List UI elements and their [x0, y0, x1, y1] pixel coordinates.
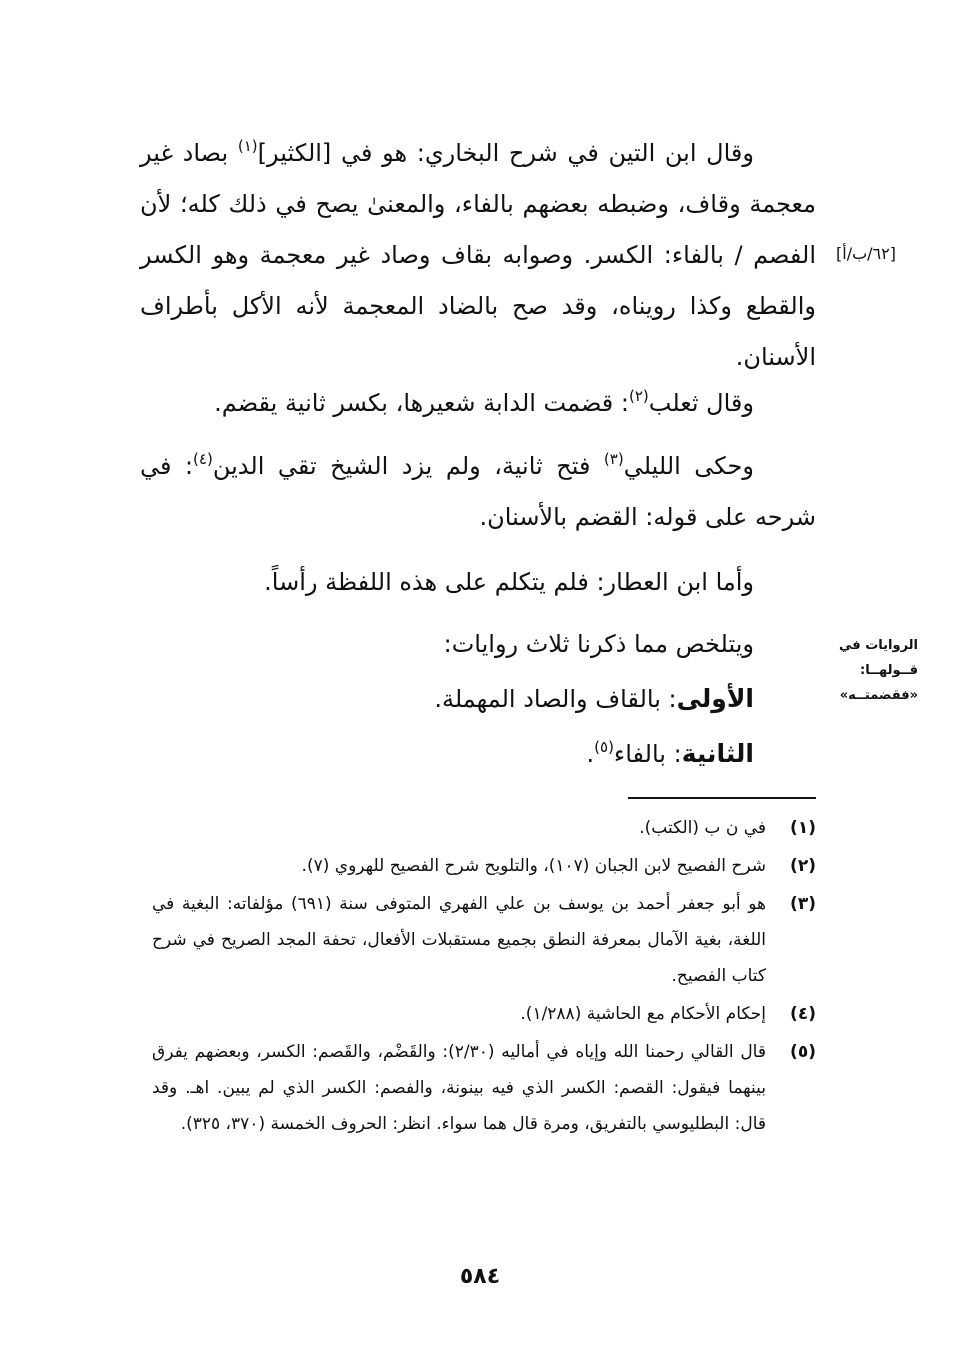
paragraph-text: فتح ثانية، ولم يزد الشيخ تقي الدين: [212, 452, 604, 480]
narration-first: [140, 673, 816, 725]
paragraph-text: : بالفاء: [613, 740, 682, 768]
footnote-number: (٢): [790, 856, 816, 876]
narration-term: الثانية: [681, 739, 754, 768]
footnote-number: (١): [790, 818, 816, 838]
paragraph-text: وقال ثعلب: [648, 389, 754, 417]
footnote-separator: [628, 797, 816, 799]
footnote-number: (٥): [790, 1042, 816, 1062]
margin-heading: [828, 633, 918, 708]
paragraph-ibn-al-attar: [140, 557, 816, 608]
narration-second: [140, 728, 816, 780]
footnote-text: قال القالي رحمنا الله وإياه في أماليه (٢/٣٠): والقَضْم، والقَصم: الكسر، وبعضهم يفرق بينهما فيقول: القصم: الكسر الذي فيه بينونة، والفصم: الكسر الذي لم يبين. اهـ. وقد قال: البطليوسي بالتفريق، ومرة قال هما سواء. انظر: الحروف الخمسة (٣٧٠، ٣٢٥).: [152, 1042, 766, 1134]
footnote-marker: (٢): [629, 387, 649, 405]
footnote-text: هو أبو جعفر أحمد بن يوسف بن علي الفهري المتوفى سنة (٦٩١) مؤلفاته: البغية في اللغة، بغية الآمال بمعرفة النطق بجميع مستقبلات الأفعال، تحفة المجد الصريح في شرح كتاب الفصيح.: [152, 894, 766, 986]
paragraph-text: بصاد غير معجمة وقاف، وضبطه بعضهم بالفاء، والمعنىٰ يصح في ذلك كله؛ لأن الفصم / بالفاء: الكسر. وصوابه بقاف وصاد غير معجمة وهو الكسر والقطع وكذا رويناه، وقد صح بالضاد المعجمة لأنه الأكل بأطراف الأسنان.: [140, 139, 816, 371]
paragraph-text: : بالقاف والصاد المهملة.: [434, 685, 677, 713]
paragraph-ibn-al-tin: [140, 128, 816, 383]
paragraph-text: وحكى الليلي: [623, 452, 754, 480]
paragraph-text: ويتلخص مما ذكرنا ثلاث روايات:: [443, 630, 754, 658]
margin-heading-line: «فقضمتــه»: [839, 688, 918, 703]
footnote: [152, 886, 816, 994]
footnote-number: (٤): [790, 1004, 816, 1024]
paragraph-thalab: [140, 378, 816, 429]
footnote: [152, 996, 816, 1032]
narration-term: الأولى: [676, 684, 754, 713]
footnote-marker: (٤): [193, 450, 213, 468]
footnote-number: (٣): [790, 894, 816, 914]
footnote-marker: (٣): [603, 450, 624, 468]
paragraph-text: وقال ابن التين في شرح البخاري: هو في [الكثير]: [257, 139, 754, 167]
paragraph-text: وأما ابن العطار: فلم يتكلم على هذه اللفظة رأساً.: [264, 568, 754, 596]
footnote-text: في ن ب (الكتب).: [639, 818, 766, 838]
footnotes: [152, 810, 816, 1142]
margin-heading-line: الروايات في: [839, 638, 918, 653]
paragraph-text: : في شرحه على قوله: القضم بالأسنان.: [140, 452, 816, 531]
footnote-marker: (٥): [594, 738, 614, 756]
footnote: [152, 810, 816, 846]
footnote: [152, 1034, 816, 1142]
page-number: ٥٨٤: [459, 1264, 501, 1289]
paragraph-al-layli: [140, 441, 816, 543]
paragraph-text: .: [586, 740, 595, 768]
paragraph-text: : قضمت الدابة شعيرها، بكسر ثانية يقضم.: [214, 389, 629, 417]
footnote-marker: (١): [237, 137, 258, 155]
footnote-text: شرح الفصيح لابن الجبان (١٠٧)، والتلويح شرح الفصيح للهروي (٧).: [301, 856, 766, 876]
paragraph-summary: [140, 619, 816, 670]
footnote: [152, 848, 816, 884]
folio-reference: [٦٢/ب/أ]: [836, 244, 896, 263]
margin-heading-line: قــولهــا:: [860, 663, 918, 678]
footnote-text: إحكام الأحكام مع الحاشية (١/٢٨٨).: [520, 1004, 766, 1024]
